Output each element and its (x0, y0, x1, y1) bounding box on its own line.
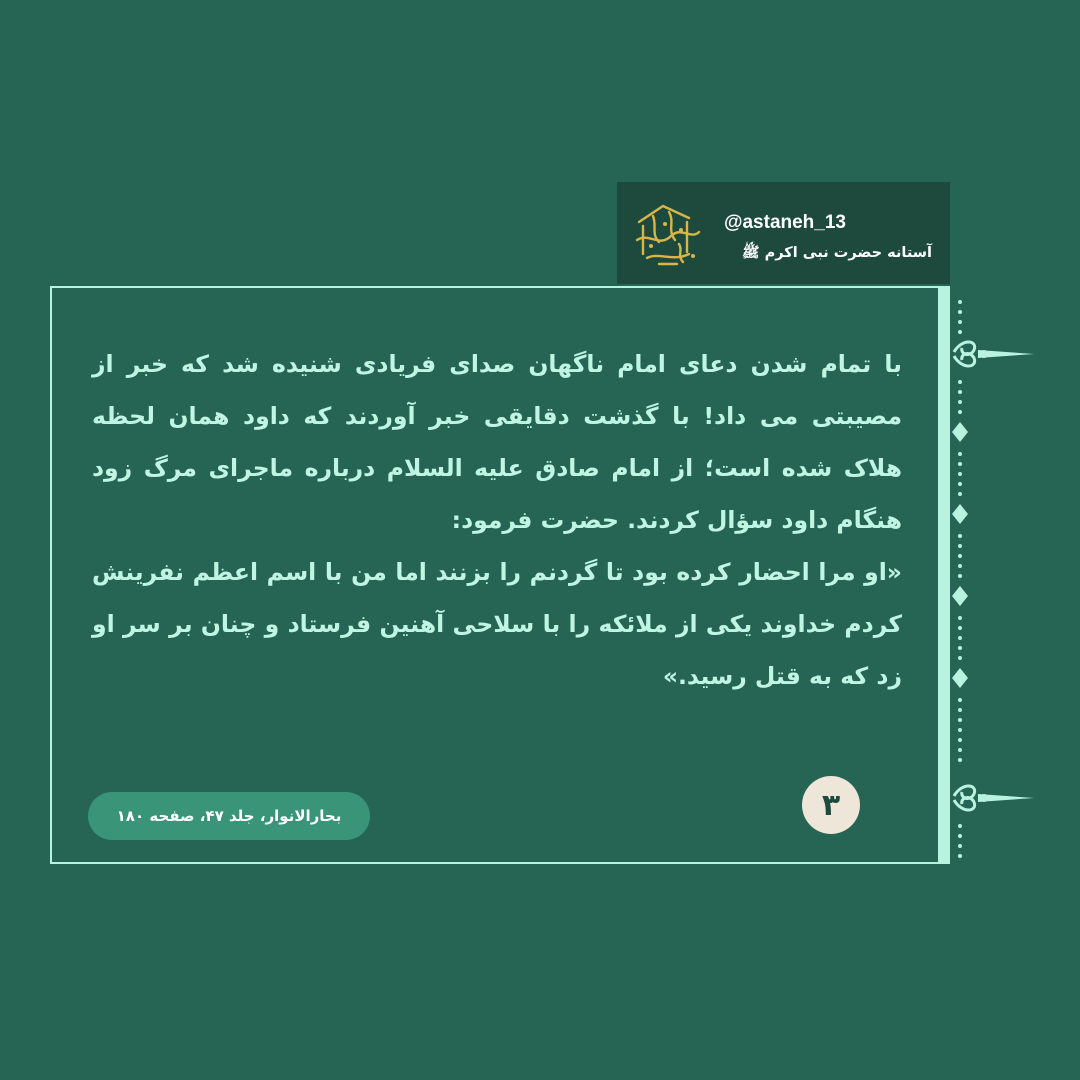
header-banner (617, 182, 950, 284)
page-number-badge: ۳ (802, 776, 860, 834)
hadith-text (92, 338, 902, 702)
source-citation: بحارالانوار، جلد ۴۷، صفحه ۱۸۰ (88, 792, 370, 840)
account-handle[interactable]: @astaneh_13 (723, 212, 846, 233)
narrative-paragraph: با تمام شدن دعای امام ناگهان صدای فریادی شنیده شد که خبر از مصیبتی می داد! با گذشت دقایقی خبر آوردند که داود همان لحظه هلاک شده است؛ از امام صادق علیه السلام درباره ماجرای مرگ زود هنگام داود سؤال کردند. حضرت فرمود: (92, 350, 902, 534)
organization-name: آستانه حضرت نبی اکرم ﷺ (742, 245, 932, 261)
quote-paragraph: «او مرا احضار کرده بود تا گردنم را بزنند اما من با اسم اعظم نفرینش کردم خداوند یکی از ملائکه را با سلاحی آهنین فرستاد و چنان بر سر او زد که به قتل رسید.» (92, 558, 902, 690)
calligraphy-logo-icon (629, 196, 705, 272)
floral-border-ornament-icon (944, 290, 1044, 865)
